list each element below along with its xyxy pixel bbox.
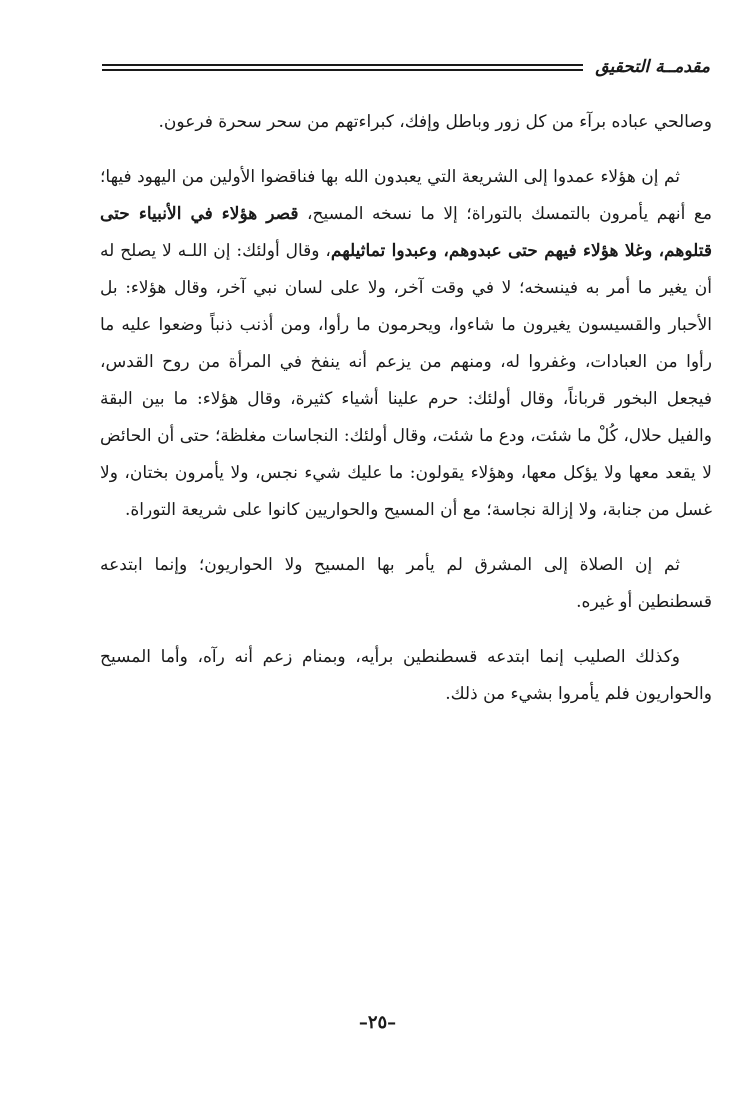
paragraph (100, 104, 712, 141)
header-rule-line-top (102, 64, 583, 66)
paragraph (100, 159, 712, 529)
header-double-rule (102, 64, 583, 71)
emphasized-text: قصر هؤلاء في الأنبياء حتى قتلوهم، وغلا هؤلاء فيهم حتى عبدوهم، وعبدوا تماثيلهم (100, 204, 713, 261)
page-number: –٢٥– (358, 1012, 397, 1033)
paragraph-text: ، وقال أولئك: إن اللـه لا يصلح له أن يغير ما أمر به فينسخه؛ لا في وقت آخر، ولا على لسان نبي آخر، وقال هؤلاء: بل الأحبار والقسيسون يغيرون ما شاءوا، ويحرمون ما رأوا، ومن أذنب ذنباً وضعوا عليه ما رأوا من العبادات، وغفروا له، ومنهم من يزعم أنه ينفخ في المرأة من روح القدس، فيجعل البخور قرباناً، وقال أولئك: حرم علينا أشياء كثيرة، وقال هؤلاء: ما بين البقة والفيل حلال، كُلْ ما شئت، ودع ما شئت، وقال أولئك: النجاسات مغلظة؛ حتى أن الحائض لا يقعد معها ولا يؤكل معها، وهؤلاء يقولون: ما عليك شيء نجس، ولا يأمرون بختان، ولا غسل من جنابة، ولا إزالة نجاسة؛ مع أن المسيح والحواريين كانوا على شريعة التوراة. (100, 241, 712, 520)
paragraph-text: وصالحي عباده برآء من كل زور وباطل وإفك، كبراءتهم من سحر سحرة فرعون. (158, 112, 712, 132)
running-header (102, 52, 710, 82)
paragraph (100, 639, 712, 713)
header-title: مقدمــة التحقيق (595, 57, 710, 77)
paragraph-text: ثم إن هؤلاء عمدوا إلى الشريعة التي يعبدون الله بها فناقضوا الأولين من اليهود فيها؛ مع أنهم يأمرون بالتمسك بالتوراة؛ إلا ما نسخه المسيح، (100, 167, 713, 224)
paragraph (100, 547, 712, 621)
paragraph-text: وكذلك الصليب إنما ابتدعه قسطنطين برأيه، وبمنام زعم أنه رآه، وأما المسيح والحواريون فلم يأمروا بشيء من ذلك. (100, 647, 712, 704)
body-text (100, 104, 712, 713)
header-rule-line-bottom (102, 69, 583, 71)
paragraph-text: ثم إن الصلاة إلى المشرق لم يأمر بها المسيح ولا الحواريون؛ وإنما ابتدعه قسطنطين أو غيره. (100, 555, 712, 612)
